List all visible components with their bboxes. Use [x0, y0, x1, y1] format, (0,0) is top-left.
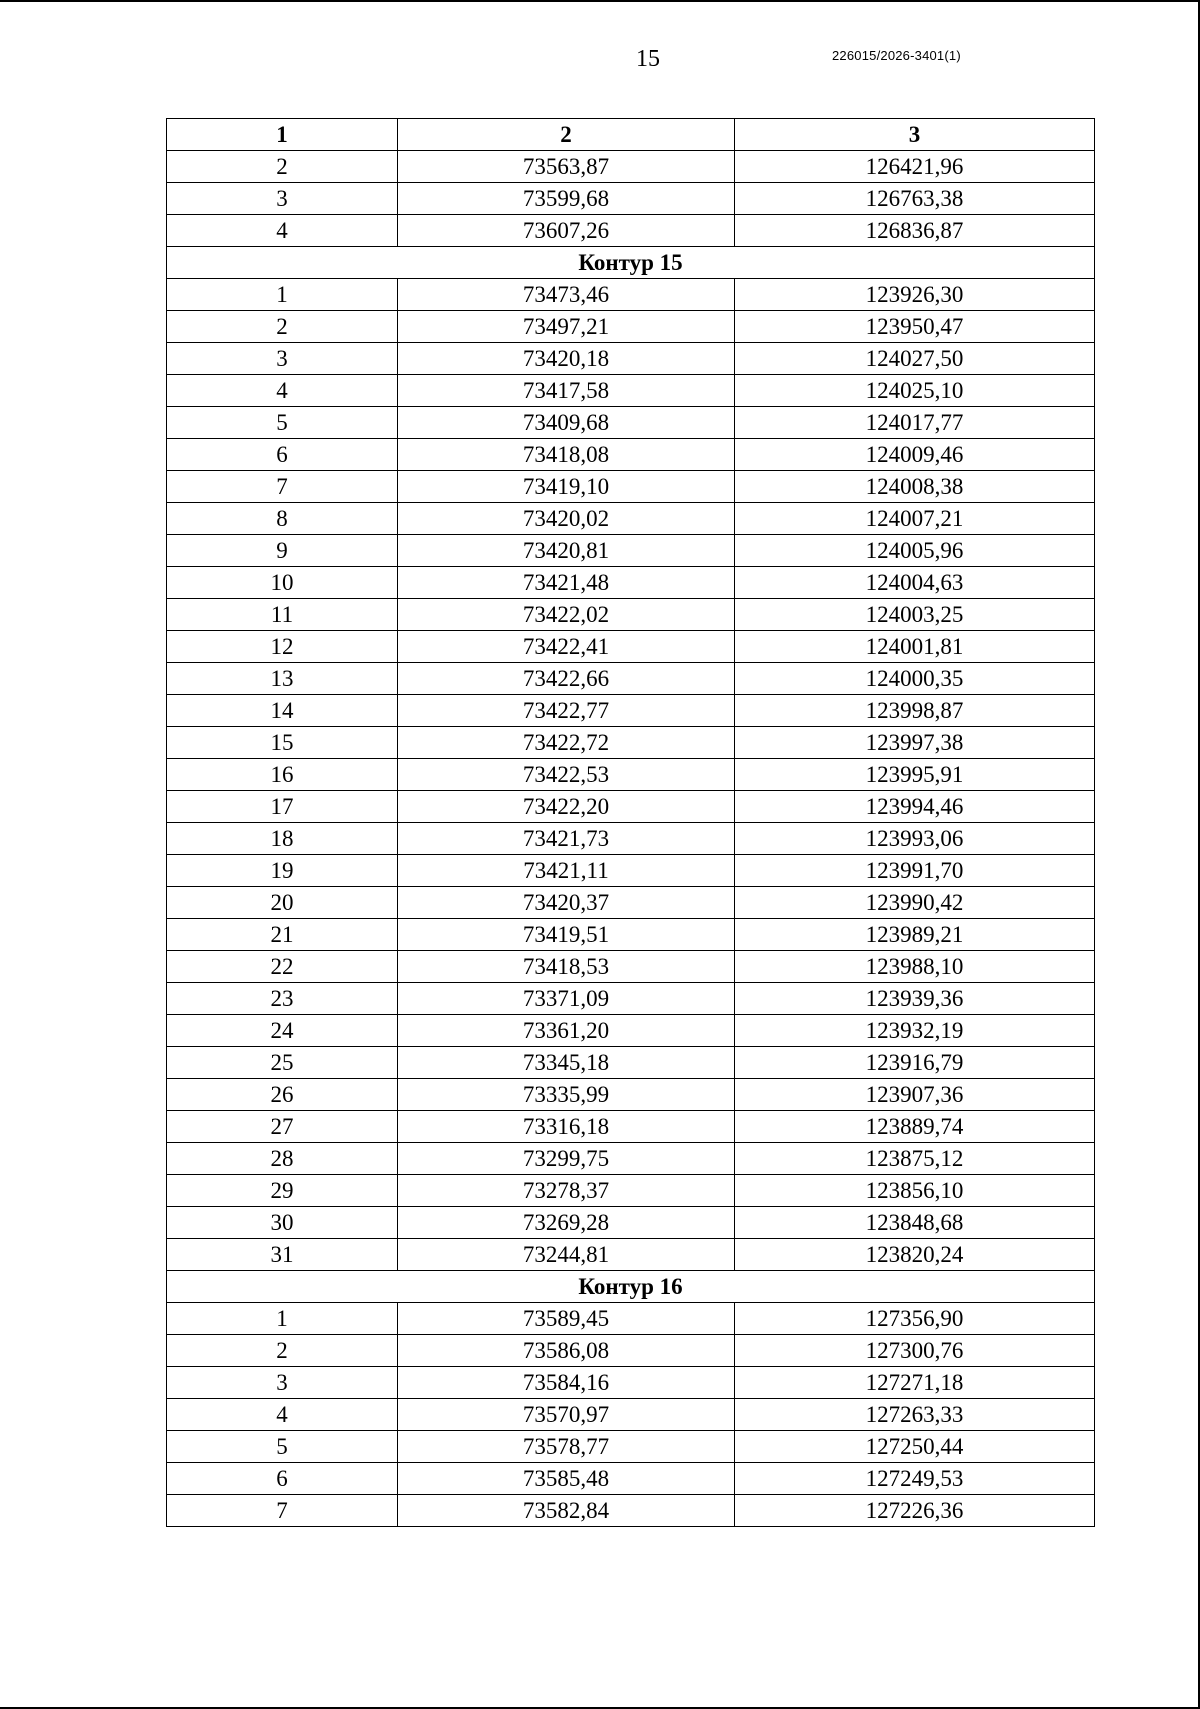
point-number-cell: 1 — [167, 1303, 398, 1335]
x-coordinate-cell: 73419,10 — [398, 471, 735, 503]
table-row — [167, 375, 1095, 407]
y-coordinate-cell: 123998,87 — [735, 695, 1095, 727]
x-coordinate-cell: 73316,18 — [398, 1111, 735, 1143]
table-row — [167, 631, 1095, 663]
point-number-cell: 1 — [167, 279, 398, 311]
table-row — [167, 919, 1095, 951]
table-row — [167, 215, 1095, 247]
y-coordinate-cell: 123875,12 — [735, 1143, 1095, 1175]
point-number-cell: 4 — [167, 375, 398, 407]
table-row — [167, 1015, 1095, 1047]
point-number-cell: 5 — [167, 1431, 398, 1463]
y-coordinate-cell: 127226,36 — [735, 1495, 1095, 1527]
y-coordinate-cell: 124017,77 — [735, 407, 1095, 439]
x-coordinate-cell: 73417,58 — [398, 375, 735, 407]
point-number-cell: 19 — [167, 855, 398, 887]
x-coordinate-cell: 73585,48 — [398, 1463, 735, 1495]
column-header: 3 — [735, 119, 1095, 151]
point-number-cell: 21 — [167, 919, 398, 951]
page-border-top — [0, 0, 1200, 2]
point-number-cell: 13 — [167, 663, 398, 695]
table-row — [167, 791, 1095, 823]
x-coordinate-cell: 73422,41 — [398, 631, 735, 663]
point-number-cell: 6 — [167, 1463, 398, 1495]
point-number-cell: 15 — [167, 727, 398, 759]
point-number-cell: 4 — [167, 215, 398, 247]
y-coordinate-cell: 126763,38 — [735, 183, 1095, 215]
y-coordinate-cell: 123926,30 — [735, 279, 1095, 311]
table-row — [167, 535, 1095, 567]
point-number-cell: 6 — [167, 439, 398, 471]
table-row — [167, 151, 1095, 183]
table-row — [167, 1303, 1095, 1335]
x-coordinate-cell: 73607,26 — [398, 215, 735, 247]
table-row — [167, 1335, 1095, 1367]
point-number-cell: 2 — [167, 151, 398, 183]
table-row — [167, 823, 1095, 855]
x-coordinate-cell: 73269,28 — [398, 1207, 735, 1239]
point-number-cell: 16 — [167, 759, 398, 791]
point-number-cell: 8 — [167, 503, 398, 535]
point-number-cell: 9 — [167, 535, 398, 567]
table-row — [167, 727, 1095, 759]
table-row — [167, 951, 1095, 983]
page-number: 15 — [636, 46, 660, 72]
point-number-cell: 10 — [167, 567, 398, 599]
y-coordinate-cell: 123907,36 — [735, 1079, 1095, 1111]
contour-title-row — [167, 247, 1095, 279]
x-coordinate-cell: 73421,48 — [398, 567, 735, 599]
y-coordinate-cell: 124003,25 — [735, 599, 1095, 631]
x-coordinate-cell: 73299,75 — [398, 1143, 735, 1175]
point-number-cell: 29 — [167, 1175, 398, 1207]
table-row — [167, 1079, 1095, 1111]
y-coordinate-cell: 123950,47 — [735, 311, 1095, 343]
x-coordinate-cell: 73473,46 — [398, 279, 735, 311]
x-coordinate-cell: 73418,08 — [398, 439, 735, 471]
x-coordinate-cell: 73361,20 — [398, 1015, 735, 1047]
point-number-cell: 26 — [167, 1079, 398, 1111]
x-coordinate-cell: 73421,73 — [398, 823, 735, 855]
table-row — [167, 1239, 1095, 1271]
y-coordinate-cell: 123995,91 — [735, 759, 1095, 791]
x-coordinate-cell: 73420,81 — [398, 535, 735, 567]
point-number-cell: 7 — [167, 471, 398, 503]
point-number-cell: 14 — [167, 695, 398, 727]
x-coordinate-cell: 73584,16 — [398, 1367, 735, 1399]
x-coordinate-cell: 73421,11 — [398, 855, 735, 887]
x-coordinate-cell: 73422,20 — [398, 791, 735, 823]
point-number-cell: 22 — [167, 951, 398, 983]
table-body — [167, 151, 1095, 1527]
table-row — [167, 1399, 1095, 1431]
y-coordinate-cell: 124000,35 — [735, 663, 1095, 695]
column-header: 2 — [398, 119, 735, 151]
y-coordinate-cell: 123848,68 — [735, 1207, 1095, 1239]
point-number-cell: 12 — [167, 631, 398, 663]
table-row — [167, 279, 1095, 311]
x-coordinate-cell: 73278,37 — [398, 1175, 735, 1207]
x-coordinate-cell: 73599,68 — [398, 183, 735, 215]
table-row — [167, 183, 1095, 215]
y-coordinate-cell: 123856,10 — [735, 1175, 1095, 1207]
table-row — [167, 471, 1095, 503]
y-coordinate-cell: 127356,90 — [735, 1303, 1095, 1335]
x-coordinate-cell: 73578,77 — [398, 1431, 735, 1463]
y-coordinate-cell: 123989,21 — [735, 919, 1095, 951]
table-row — [167, 439, 1095, 471]
x-coordinate-cell: 73586,08 — [398, 1335, 735, 1367]
point-number-cell: 3 — [167, 183, 398, 215]
table-row — [167, 1175, 1095, 1207]
table-row — [167, 407, 1095, 439]
table-row — [167, 759, 1095, 791]
table-row — [167, 887, 1095, 919]
x-coordinate-cell: 73419,51 — [398, 919, 735, 951]
point-number-cell: 20 — [167, 887, 398, 919]
y-coordinate-cell: 124007,21 — [735, 503, 1095, 535]
table-row — [167, 343, 1095, 375]
contour-title-row — [167, 1271, 1095, 1303]
point-number-cell: 3 — [167, 343, 398, 375]
point-number-cell: 28 — [167, 1143, 398, 1175]
y-coordinate-cell: 123988,10 — [735, 951, 1095, 983]
point-number-cell: 23 — [167, 983, 398, 1015]
point-number-cell: 2 — [167, 311, 398, 343]
table-row — [167, 567, 1095, 599]
x-coordinate-cell: 73570,97 — [398, 1399, 735, 1431]
column-header: 1 — [167, 119, 398, 151]
x-coordinate-cell: 73371,09 — [398, 983, 735, 1015]
point-number-cell: 25 — [167, 1047, 398, 1079]
x-coordinate-cell: 73563,87 — [398, 151, 735, 183]
y-coordinate-cell: 123993,06 — [735, 823, 1095, 855]
table-row — [167, 663, 1095, 695]
y-coordinate-cell: 123939,36 — [735, 983, 1095, 1015]
point-number-cell: 7 — [167, 1495, 398, 1527]
y-coordinate-cell: 123820,24 — [735, 1239, 1095, 1271]
x-coordinate-cell: 73582,84 — [398, 1495, 735, 1527]
x-coordinate-cell: 73420,18 — [398, 343, 735, 375]
point-number-cell: 27 — [167, 1111, 398, 1143]
point-number-cell: 24 — [167, 1015, 398, 1047]
y-coordinate-cell: 124005,96 — [735, 535, 1095, 567]
point-number-cell: 3 — [167, 1367, 398, 1399]
x-coordinate-cell: 73345,18 — [398, 1047, 735, 1079]
coordinates-table — [166, 118, 1095, 1527]
point-number-cell: 4 — [167, 1399, 398, 1431]
table-row — [167, 599, 1095, 631]
x-coordinate-cell: 73335,99 — [398, 1079, 735, 1111]
table-row — [167, 695, 1095, 727]
document-id: 226015/2026-3401(1) — [832, 48, 961, 63]
y-coordinate-cell: 126836,87 — [735, 215, 1095, 247]
point-number-cell: 31 — [167, 1239, 398, 1271]
y-coordinate-cell: 124027,50 — [735, 343, 1095, 375]
table-row — [167, 311, 1095, 343]
y-coordinate-cell: 124025,10 — [735, 375, 1095, 407]
point-number-cell: 5 — [167, 407, 398, 439]
x-coordinate-cell: 73420,02 — [398, 503, 735, 535]
point-number-cell: 2 — [167, 1335, 398, 1367]
point-number-cell: 11 — [167, 599, 398, 631]
x-coordinate-cell: 73422,77 — [398, 695, 735, 727]
y-coordinate-cell: 123994,46 — [735, 791, 1095, 823]
table-row — [167, 1463, 1095, 1495]
table-header-row — [167, 119, 1095, 151]
y-coordinate-cell: 123889,74 — [735, 1111, 1095, 1143]
y-coordinate-cell: 124008,38 — [735, 471, 1095, 503]
y-coordinate-cell: 123991,70 — [735, 855, 1095, 887]
point-number-cell: 18 — [167, 823, 398, 855]
x-coordinate-cell: 73409,68 — [398, 407, 735, 439]
table-row — [167, 1111, 1095, 1143]
y-coordinate-cell: 124009,46 — [735, 439, 1095, 471]
table-row — [167, 1431, 1095, 1463]
x-coordinate-cell: 73244,81 — [398, 1239, 735, 1271]
y-coordinate-cell: 123997,38 — [735, 727, 1095, 759]
x-coordinate-cell: 73422,53 — [398, 759, 735, 791]
y-coordinate-cell: 126421,96 — [735, 151, 1095, 183]
y-coordinate-cell: 123990,42 — [735, 887, 1095, 919]
x-coordinate-cell: 73497,21 — [398, 311, 735, 343]
y-coordinate-cell: 127250,44 — [735, 1431, 1095, 1463]
y-coordinate-cell: 123932,19 — [735, 1015, 1095, 1047]
table-row — [167, 983, 1095, 1015]
contour-title: Контур 16 — [167, 1271, 1095, 1303]
y-coordinate-cell: 127271,18 — [735, 1367, 1095, 1399]
y-coordinate-cell: 127300,76 — [735, 1335, 1095, 1367]
x-coordinate-cell: 73418,53 — [398, 951, 735, 983]
x-coordinate-cell: 73422,02 — [398, 599, 735, 631]
table-row — [167, 855, 1095, 887]
x-coordinate-cell: 73420,37 — [398, 887, 735, 919]
y-coordinate-cell: 124001,81 — [735, 631, 1095, 663]
contour-title: Контур 15 — [167, 247, 1095, 279]
x-coordinate-cell: 73422,66 — [398, 663, 735, 695]
point-number-cell: 30 — [167, 1207, 398, 1239]
table-row — [167, 1143, 1095, 1175]
table-row — [167, 1367, 1095, 1399]
point-number-cell: 17 — [167, 791, 398, 823]
x-coordinate-cell: 73422,72 — [398, 727, 735, 759]
table-row — [167, 1495, 1095, 1527]
x-coordinate-cell: 73589,45 — [398, 1303, 735, 1335]
table-row — [167, 1207, 1095, 1239]
table-row — [167, 503, 1095, 535]
y-coordinate-cell: 127249,53 — [735, 1463, 1095, 1495]
y-coordinate-cell: 124004,63 — [735, 567, 1095, 599]
y-coordinate-cell: 123916,79 — [735, 1047, 1095, 1079]
table-row — [167, 1047, 1095, 1079]
y-coordinate-cell: 127263,33 — [735, 1399, 1095, 1431]
